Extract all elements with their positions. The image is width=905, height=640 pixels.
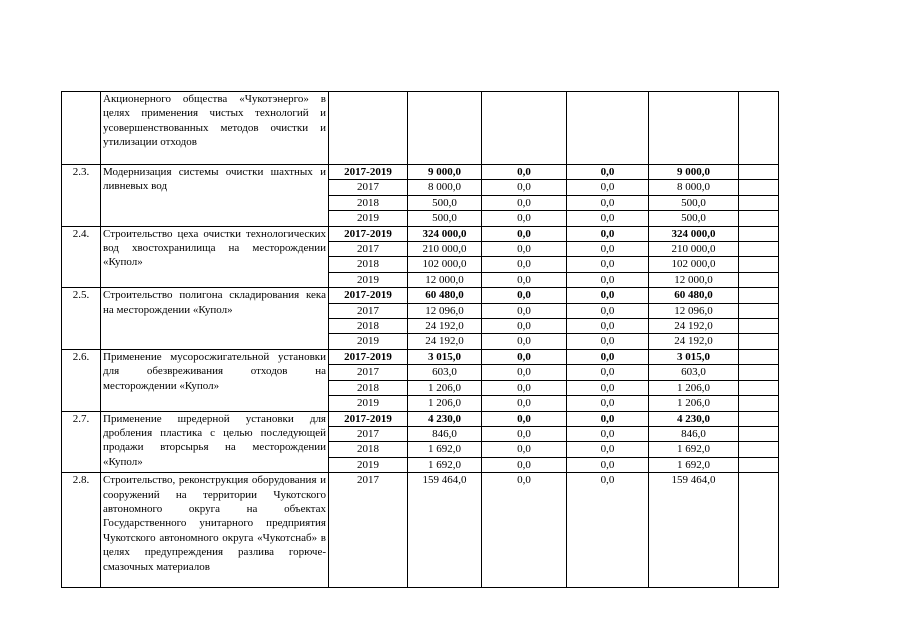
period-cell: 2017-2019 [329, 288, 408, 303]
funding-cell: 0,0 [482, 411, 567, 426]
funding-cell: 0,0 [567, 303, 649, 318]
blank-cell [739, 180, 779, 195]
blank-cell [739, 396, 779, 411]
total-cell: 846,0 [408, 426, 482, 441]
funding-cell: 0,0 [567, 365, 649, 380]
row-number: 2.8. [62, 473, 101, 588]
funding-cell: 4 230,0 [649, 411, 739, 426]
blank-cell [739, 365, 779, 380]
total-cell: 500,0 [408, 211, 482, 226]
funding-cell: 0,0 [567, 442, 649, 457]
period-cell: 2017-2019 [329, 349, 408, 364]
period-cell: 2019 [329, 457, 408, 472]
funding-cell: 0,0 [482, 288, 567, 303]
row-number: 2.4. [62, 226, 101, 288]
table-body [62, 92, 779, 588]
total-cell [408, 92, 482, 165]
total-cell: 12 000,0 [408, 272, 482, 287]
funding-cell: 0,0 [482, 211, 567, 226]
funding-cell: 0,0 [482, 442, 567, 457]
funding-cell: 159 464,0 [649, 473, 739, 588]
total-cell: 1 206,0 [408, 380, 482, 395]
funding-cell: 0,0 [567, 319, 649, 334]
funding-cell: 0,0 [567, 226, 649, 241]
funding-cell: 0,0 [482, 257, 567, 272]
blank-cell [739, 303, 779, 318]
funding-cell: 0,0 [567, 473, 649, 588]
total-cell: 8 000,0 [408, 180, 482, 195]
funding-cell: 0,0 [567, 457, 649, 472]
total-cell: 9 000,0 [408, 165, 482, 180]
total-cell: 60 480,0 [408, 288, 482, 303]
table-row [62, 411, 779, 426]
funding-cell: 0,0 [482, 426, 567, 441]
total-cell: 24 192,0 [408, 334, 482, 349]
blank-cell [739, 349, 779, 364]
blank-cell [739, 442, 779, 457]
period-cell: 2017 [329, 426, 408, 441]
funding-cell: 0,0 [567, 165, 649, 180]
table-row [62, 473, 779, 588]
funding-cell: 12 096,0 [649, 303, 739, 318]
blank-cell [739, 411, 779, 426]
funding-cell: 0,0 [567, 396, 649, 411]
blank-cell [739, 319, 779, 334]
period-cell: 2019 [329, 272, 408, 287]
funding-cell: 0,0 [482, 165, 567, 180]
total-cell: 500,0 [408, 195, 482, 210]
period-cell: 2018 [329, 257, 408, 272]
funding-cell: 0,0 [567, 426, 649, 441]
funding-cell: 324 000,0 [649, 226, 739, 241]
blank-cell [739, 211, 779, 226]
funding-cell: 210 000,0 [649, 242, 739, 257]
total-cell: 1 692,0 [408, 457, 482, 472]
table-row [62, 349, 779, 364]
funding-cell: 846,0 [649, 426, 739, 441]
funding-cell: 60 480,0 [649, 288, 739, 303]
funding-cell: 102 000,0 [649, 257, 739, 272]
blank-cell [739, 92, 779, 165]
funding-cell: 0,0 [482, 272, 567, 287]
funding-cell [649, 92, 739, 165]
total-cell: 603,0 [408, 365, 482, 380]
funding-cell: 1 692,0 [649, 457, 739, 472]
funding-cell: 0,0 [567, 195, 649, 210]
measure-name: Модернизация системы очистки шахтных и ливневых вод [101, 165, 329, 227]
funding-cell: 24 192,0 [649, 319, 739, 334]
row-number: 2.6. [62, 349, 101, 411]
funding-cell: 0,0 [482, 226, 567, 241]
period-cell: 2018 [329, 195, 408, 210]
funding-cell: 1 206,0 [649, 380, 739, 395]
period-cell: 2017 [329, 365, 408, 380]
funding-cell: 0,0 [567, 242, 649, 257]
total-cell: 24 192,0 [408, 319, 482, 334]
row-number: 2.5. [62, 288, 101, 350]
total-cell: 1 692,0 [408, 442, 482, 457]
blank-cell [739, 165, 779, 180]
funding-cell: 24 192,0 [649, 334, 739, 349]
funding-cell: 12 000,0 [649, 272, 739, 287]
funding-cell: 0,0 [482, 334, 567, 349]
funding-cell: 0,0 [482, 380, 567, 395]
blank-cell [739, 473, 779, 588]
funding-cell: 0,0 [567, 257, 649, 272]
funding-cell: 0,0 [567, 272, 649, 287]
funding-cell: 603,0 [649, 365, 739, 380]
period-cell: 2017-2019 [329, 226, 408, 241]
period-cell: 2017 [329, 303, 408, 318]
funding-cell: 0,0 [567, 411, 649, 426]
period-cell: 2018 [329, 319, 408, 334]
funding-cell: 500,0 [649, 195, 739, 210]
funding-cell: 3 015,0 [649, 349, 739, 364]
funding-cell: 0,0 [567, 211, 649, 226]
measure-name: Строительство, реконструкция оборудования и сооружений на территории Чукотского автономного округа на объектах Государственного унитарного предприятия Чукотского автономного округа «Чукотснаб» в целях предупреждения разлива горюче-смазочных материалов [101, 473, 329, 588]
funding-cell: 500,0 [649, 211, 739, 226]
total-cell: 12 096,0 [408, 303, 482, 318]
row-number: 2.3. [62, 165, 101, 227]
funding-cell: 0,0 [482, 396, 567, 411]
measure-name: Строительство полигона складирования кека на месторождении «Купол» [101, 288, 329, 350]
funding-cell: 9 000,0 [649, 165, 739, 180]
row-number [62, 92, 101, 165]
blank-cell [739, 195, 779, 210]
funding-cell [482, 92, 567, 165]
funding-cell: 0,0 [482, 365, 567, 380]
blank-cell [739, 426, 779, 441]
blank-cell [739, 257, 779, 272]
total-cell: 159 464,0 [408, 473, 482, 588]
funding-cell: 0,0 [482, 195, 567, 210]
total-cell: 1 206,0 [408, 396, 482, 411]
blank-cell [739, 226, 779, 241]
period-cell: 2019 [329, 396, 408, 411]
period-cell: 2017 [329, 242, 408, 257]
funding-cell: 1 692,0 [649, 442, 739, 457]
period-cell: 2017-2019 [329, 165, 408, 180]
funding-cell: 0,0 [482, 303, 567, 318]
table-row [62, 92, 779, 165]
funding-cell: 0,0 [567, 334, 649, 349]
funding-cell: 8 000,0 [649, 180, 739, 195]
funding-cell: 0,0 [482, 319, 567, 334]
blank-cell [739, 457, 779, 472]
total-cell: 324 000,0 [408, 226, 482, 241]
table-row [62, 288, 779, 303]
funding-cell: 0,0 [482, 242, 567, 257]
funding-cell [567, 92, 649, 165]
measure-name: Строительство цеха очистки технологических вод хвостохранилища на месторождении «Купол» [101, 226, 329, 288]
total-cell: 3 015,0 [408, 349, 482, 364]
table-row [62, 165, 779, 180]
blank-cell [739, 380, 779, 395]
funding-cell: 0,0 [567, 349, 649, 364]
period-cell: 2017 [329, 180, 408, 195]
funding-cell: 0,0 [567, 380, 649, 395]
funding-cell: 0,0 [482, 349, 567, 364]
period-cell: 2017-2019 [329, 411, 408, 426]
total-cell: 210 000,0 [408, 242, 482, 257]
measure-name: Применение мусоросжигательной установки для обезвреживания отходов на месторождении «Купол» [101, 349, 329, 411]
row-number: 2.7. [62, 411, 101, 473]
funding-cell: 1 206,0 [649, 396, 739, 411]
funding-cell: 0,0 [567, 288, 649, 303]
total-cell: 4 230,0 [408, 411, 482, 426]
total-cell: 102 000,0 [408, 257, 482, 272]
funding-cell: 0,0 [482, 180, 567, 195]
funding-cell: 0,0 [482, 473, 567, 588]
period-cell: 2018 [329, 442, 408, 457]
period-cell: 2017 [329, 473, 408, 588]
funding-cell: 0,0 [567, 180, 649, 195]
program-table [61, 91, 779, 588]
measure-name: Акционерного общества «Чукотэнерго» в целях применения чистых технологий и усовершенствованных методов очистки и утилизации отходов [101, 92, 329, 165]
blank-cell [739, 272, 779, 287]
table-row [62, 226, 779, 241]
blank-cell [739, 242, 779, 257]
period-cell [329, 92, 408, 165]
period-cell: 2018 [329, 380, 408, 395]
period-cell: 2019 [329, 211, 408, 226]
funding-cell: 0,0 [482, 457, 567, 472]
blank-cell [739, 288, 779, 303]
blank-cell [739, 334, 779, 349]
measure-name: Применение шредерной установки для дробления пластика с целью последующей продажи вторсырья на месторождении «Купол» [101, 411, 329, 473]
period-cell: 2019 [329, 334, 408, 349]
